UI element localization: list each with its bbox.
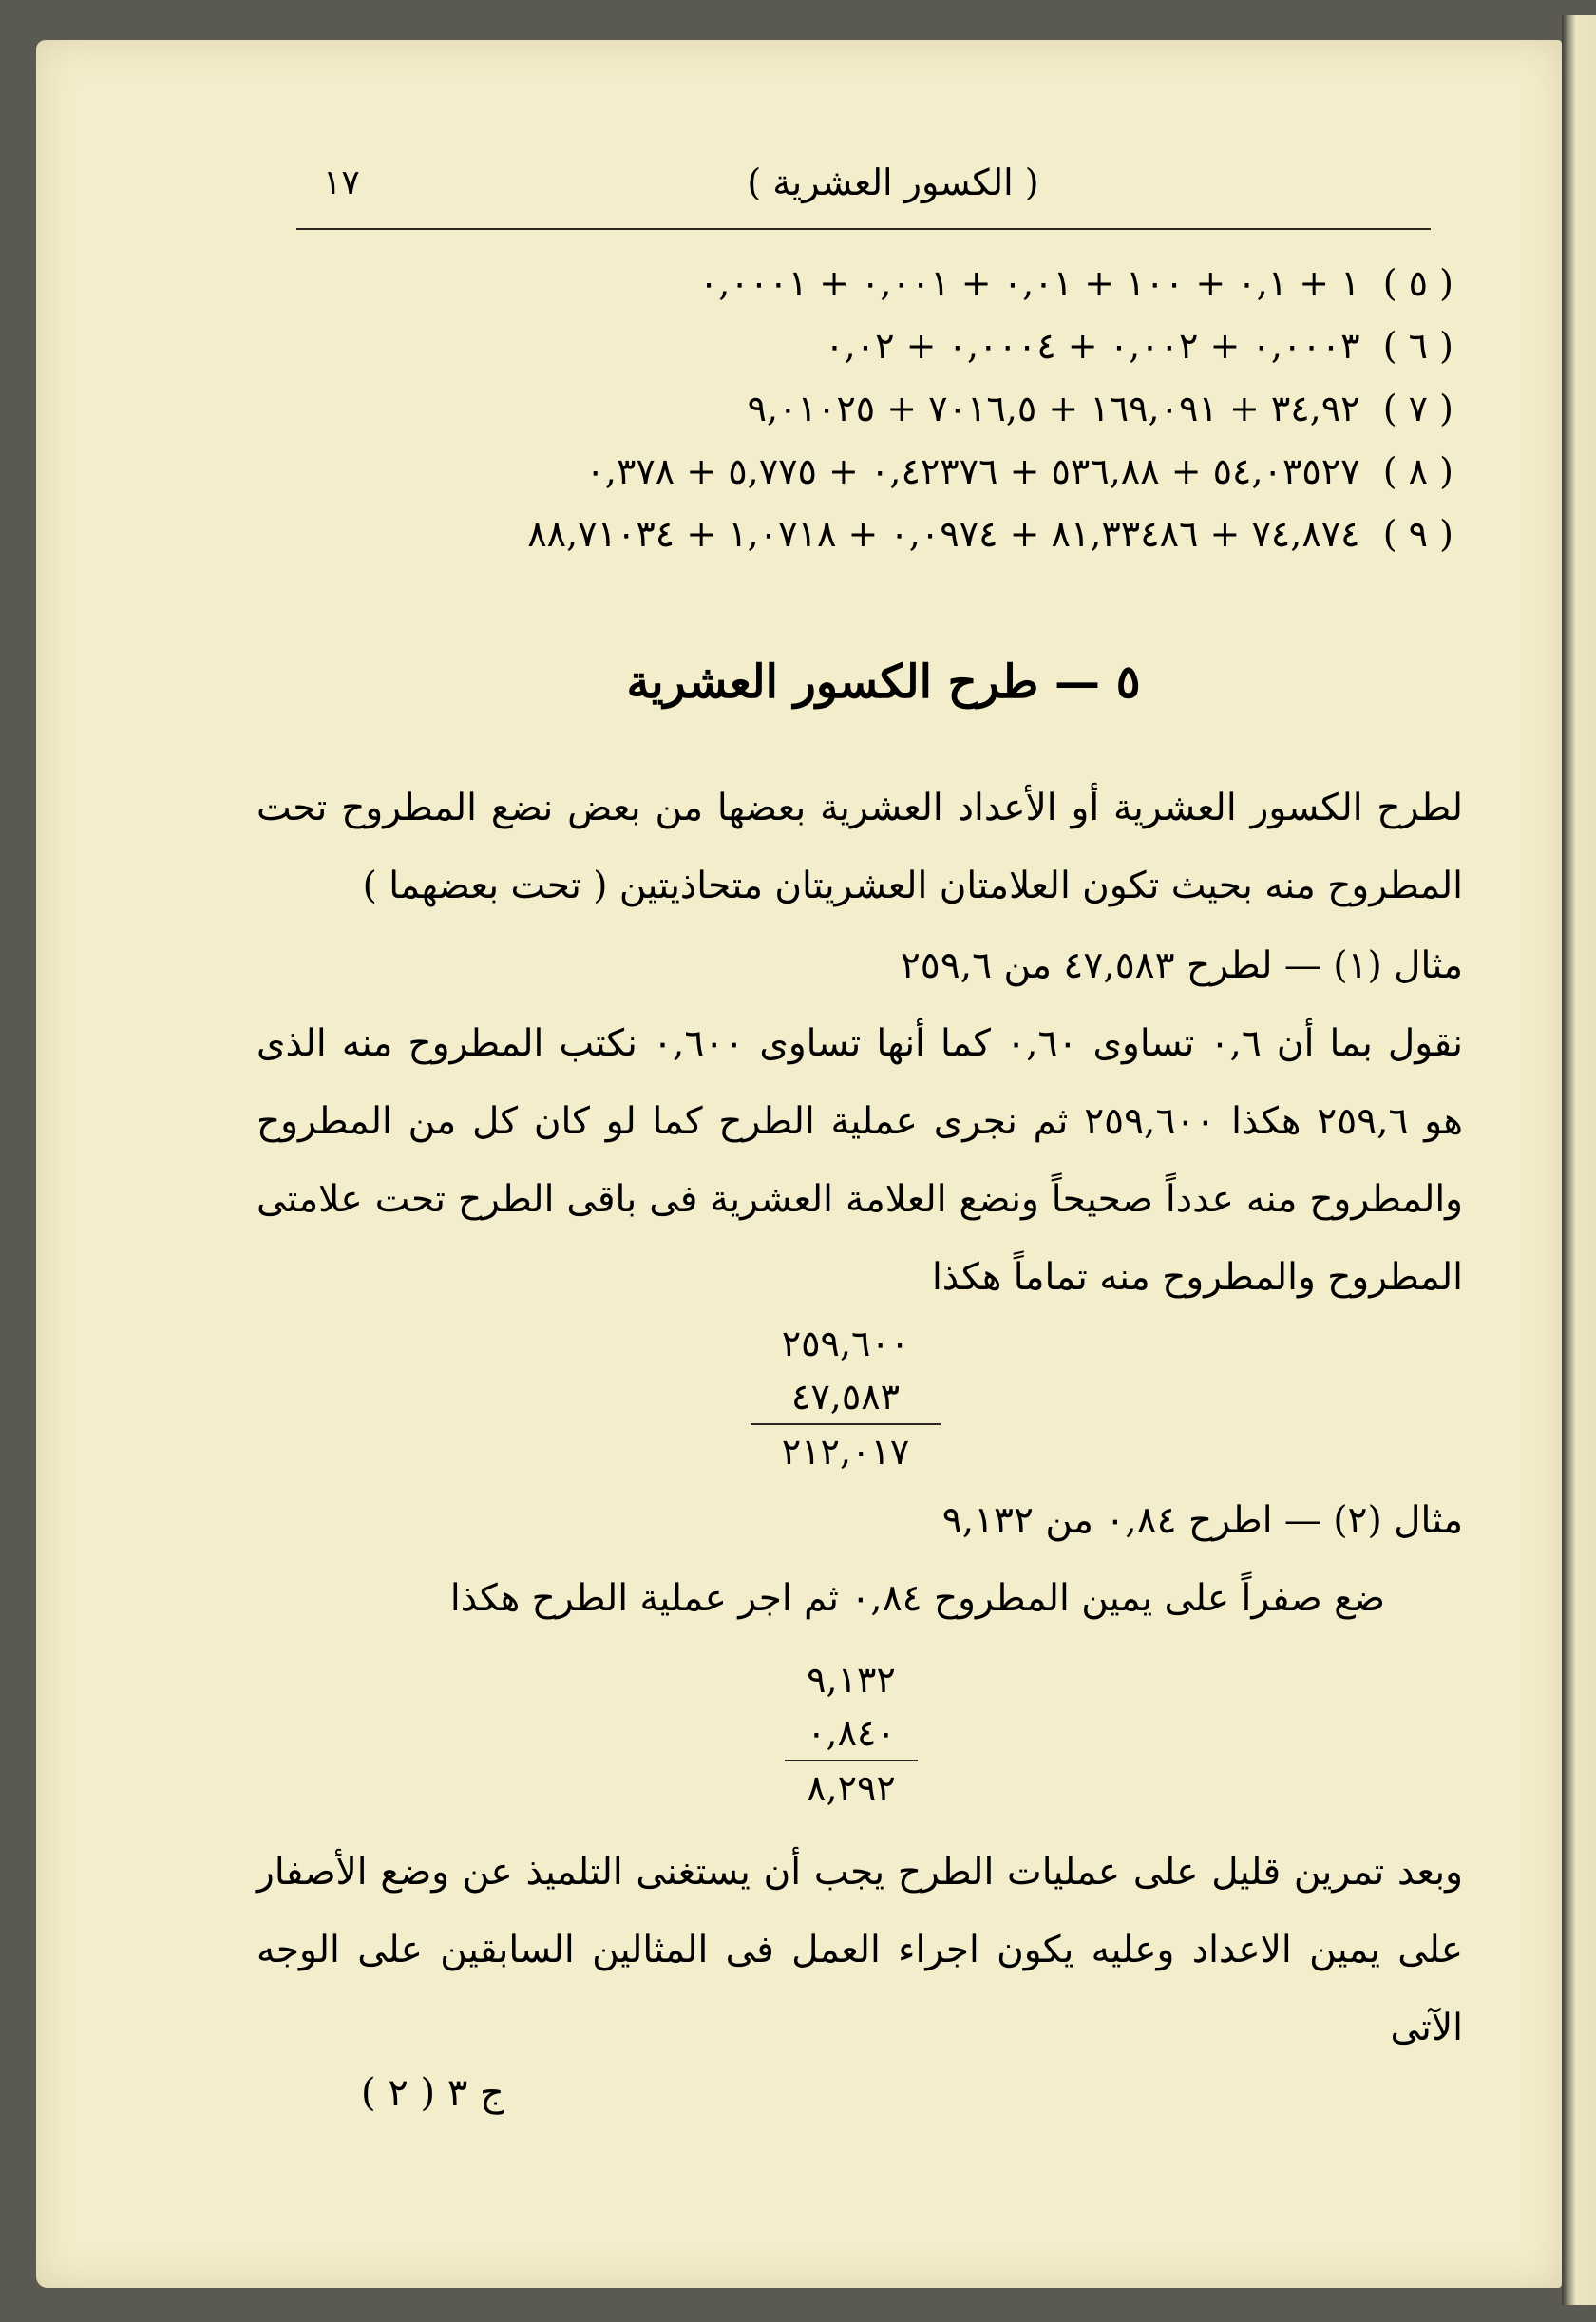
- calc-minuend: ٩,١٣٢: [807, 1659, 896, 1701]
- exercise-line: [699, 262, 1454, 304]
- printer-signature: ج ٣ ( ٢ ): [361, 2071, 504, 2115]
- exercise-expression: ٥٤,٠٣٥٢٧ + ٥٣٦,٨٨ + ٠,٤٢٣٧٦ + ٥,٧٧٥ + ٠,٣٧٨: [585, 450, 1360, 492]
- calc-subtrahend: ٤٧,٥٨٣: [790, 1376, 901, 1418]
- example1-body: نقول بما أن ٠,٦ تساوى ٠,٦٠ كما أنها تساوى ٠,٦٠٠ نكتب المطروح منه الذى هو ٢٥٩,٦ هكذا ٢٥٩,٦٠٠ ثم نجرى عملية الطرح كما لو كان كل من المطروح والمطروح منه عدداً صحيحاً ونضع العلامة العشرية فى باقى الطرح تحت علامتى المطروح والمطروح منه تماماً هكذا: [256, 1022, 1463, 1299]
- exercise-expression: ٧٤,٨٧٤ + ٨١,٣٣٤٨٦ + ٠,٠٩٧٤ + ١,٠٧١٨ + ٨٨,٧١٠٣٤: [527, 513, 1360, 555]
- exercise-line: [825, 325, 1454, 367]
- exercise-expression: ١ + ٠,١ + ١٠٠ + ٠,٠١ + ٠,٠٠١ + ٠,٠٠٠١: [698, 262, 1360, 304]
- calc-subtrahend: ٠,٨٤٠: [807, 1712, 896, 1754]
- exercise-label: ( ٨ ): [1382, 450, 1454, 492]
- page-header: [294, 154, 1425, 211]
- exercise-label: ( ٦ ): [1382, 325, 1454, 367]
- exercise-label: ( ٥ ): [1382, 262, 1454, 304]
- exercise-label: ( ٩ ): [1382, 513, 1454, 555]
- example2-body: ضع صفراً على يمين المطروح ٠,٨٤ ثم اجر عملية الطرح هكذا: [449, 1577, 1385, 1620]
- subtraction-calc-2: [785, 1653, 918, 1815]
- intro-paragraph: لطرح الكسور العشرية أو الأعداد العشرية بعضها من بعض نضع المطروح تحت المطروح منه بحيث تكون العلامتان العشريتان متحاذيتين ( تحت بعضهما ): [256, 787, 1463, 907]
- section-title: ٥ — طرح الكسور العشرية: [626, 656, 1141, 709]
- exercise-expression: ٣٤,٩٢ + ١٦٩,٠٩١ + ٧٠١٦,٥ + ٩,٠١٠٢٥: [747, 388, 1360, 429]
- exercise-line: [585, 450, 1454, 492]
- closing-paragraph: وبعد تمرين قليل على عمليات الطرح يجب أن يستغنى التلميذ عن وضع الأصفار على يمين الاعداد وعليه يكون اجراء العمل فى المثالين السابقين على الوجه الآتى: [256, 1851, 1463, 2049]
- exercise-line: [748, 388, 1454, 429]
- example2-title: مثال (٢) — اطرح ٠,٨٤ من ٩,١٣٢: [941, 1499, 1463, 1542]
- example1-title: مثال (١) — لطرح ٤٧,٥٨٣ من ٢٥٩,٦: [900, 944, 1463, 987]
- header-rule: [296, 228, 1431, 230]
- page-number: ١٧: [323, 163, 360, 202]
- calc-result: ٨,٢٩٢: [807, 1767, 896, 1809]
- exercise-line: [527, 513, 1454, 555]
- calc-result: ٢١٢,٠١٧: [781, 1431, 910, 1473]
- exercise-expression: ٠,٠٠٠٣ + ٠,٠٠٢ + ٠,٠٠٠٤ + ٠,٠٢: [825, 325, 1360, 367]
- calc-minuend: ٢٥٩,٦٠٠: [781, 1323, 910, 1364]
- exercise-label: ( ٧ ): [1382, 388, 1454, 429]
- page-spine-edge: [1562, 15, 1596, 2305]
- running-title: ( الكسور العشرية ): [747, 162, 1039, 203]
- subtraction-calc-1: [750, 1317, 940, 1478]
